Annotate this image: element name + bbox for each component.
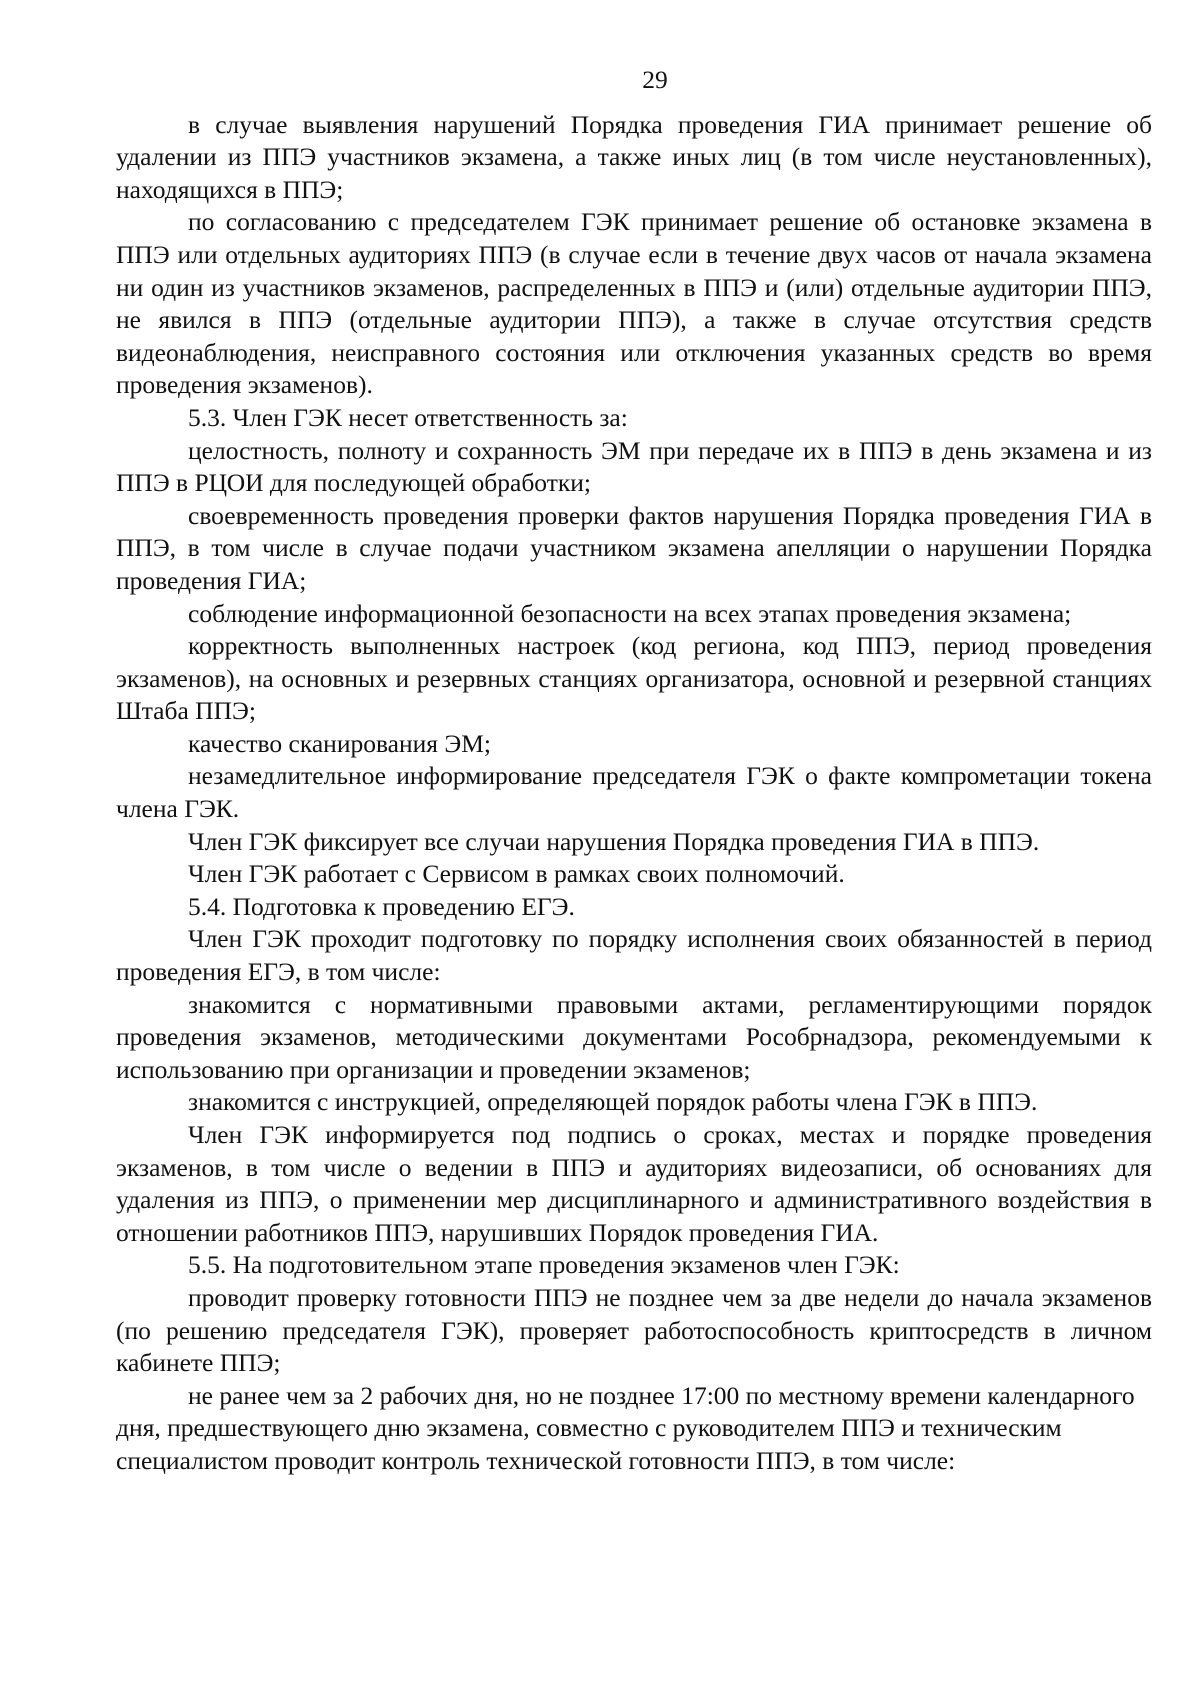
document-page — [116, 64, 1152, 1478]
paragraph-em-integrity: целостность, полноту и сохранность ЭМ при передаче их в ППЭ в день экзамена и из ППЭ в РЦОИ для последующей обработки; — [116, 435, 1152, 498]
paragraph-readiness-check: проводит проверку готовности ППЭ не позднее чем за две недели до начала экзаменов (по решению председателя ГЭК), проверяет работоспособность криптосредств в личном кабинете ППЭ; — [116, 1282, 1152, 1378]
paragraph-info-security: соблюдение информационной безопасности на всех этапах проведения экзамена; — [188, 598, 1072, 628]
paragraph-training: Член ГЭК проходит подготовку по порядку исполнения своих обязанностей в период проведения ЕГЭ, в том числе: — [116, 924, 1152, 987]
paragraph-service-work: Член ГЭК работает с Сервисом в рамках своих полномочий. — [188, 859, 845, 889]
paragraph-records-violations: Член ГЭК фиксирует все случаи нарушения Порядка проведения ГИА в ППЭ. — [188, 826, 1040, 856]
paragraph-scan-quality: качество сканирования ЭМ; — [188, 728, 491, 758]
paragraph-section-5-3: 5.3. Член ГЭК несет ответственность за: — [188, 402, 628, 432]
paragraph-section-5-4: 5.4. Подготовка к проведению ЕГЭ. — [188, 891, 575, 921]
paragraph-section-5-5: 5.5. На подготовительном этапе проведения экзаменов член ГЭК: — [188, 1250, 900, 1280]
paragraph-token-compromise: незамедлительное информирование председателя ГЭК о факте компрометации токена члена ГЭК. — [116, 761, 1152, 824]
paragraph-violation-removal: в случае выявления нарушений Порядка проведения ГИА принимает решение об удалении из ППЭ участников экзамена, а также иных лиц (в том числе неустановленных), находящихся в ППЭ; — [116, 109, 1152, 204]
page-number: 29 — [642, 65, 668, 94]
paragraph-instructions: знакомится с инструкцией, определяющей порядок работы члена ГЭК в ППЭ. — [188, 1087, 1038, 1117]
paragraph-exam-stop: по согласованию с председателем ГЭК принимает решение об остановке экзамена в ППЭ или отдельных аудиториях ППЭ (в случае если в течение двух часов от начала экзамена ни один из участников экзаменов, распределенных в ППЭ и (или) отдельные аудитории ППЭ, не явился в ППЭ (отдельные аудитории ППЭ), а также в случае отсутствия средств видеонаблюдения, неисправного состояния или отключения указанных средств во время проведения экзаменов). — [116, 207, 1152, 400]
paragraph-regulations: знакомится с нормативными правовыми актами, регламентирующими порядок проведения экзаменов, методическими документами Рособрнадзора, рекомендуемыми к использованию при организации и проведении экзаменов; — [116, 989, 1152, 1084]
paragraph-settings-correctness: корректность выполненных настроек (код региона, код ППЭ, период проведения экзаменов), на основных и резервных станциях организатора, основной и резервной станциях Штаба ППЭ; — [116, 631, 1152, 726]
paragraph-timely-checks: своевременность проведения проверки фактов нарушения Порядка проведения ГИА в ППЭ, в том числе в случае подачи участником экзамена апелляции о нарушении Порядка проведения ГИА; — [116, 500, 1152, 595]
paragraph-informed-signature: Член ГЭК информируется под подпись о сроках, местах и порядке проведения экзаменов, в том числе о ведении в ППЭ и аудиториях видеозаписи, об основаниях для удаления из ППЭ, о применении мер дисциплинарного и административного воздействия в отношении работников ППЭ, нарушивших Порядок проведения ГИА. — [116, 1120, 1152, 1247]
paragraph-technical-control: не ранее чем за 2 рабочих дня, но не позднее 17:00 по местному времени календарного дня, предшествующего дню экзамена, совместно с руководителем ППЭ и техническим специалистом проводит контроль технической готовности ППЭ, в том числе: — [116, 1380, 1135, 1475]
